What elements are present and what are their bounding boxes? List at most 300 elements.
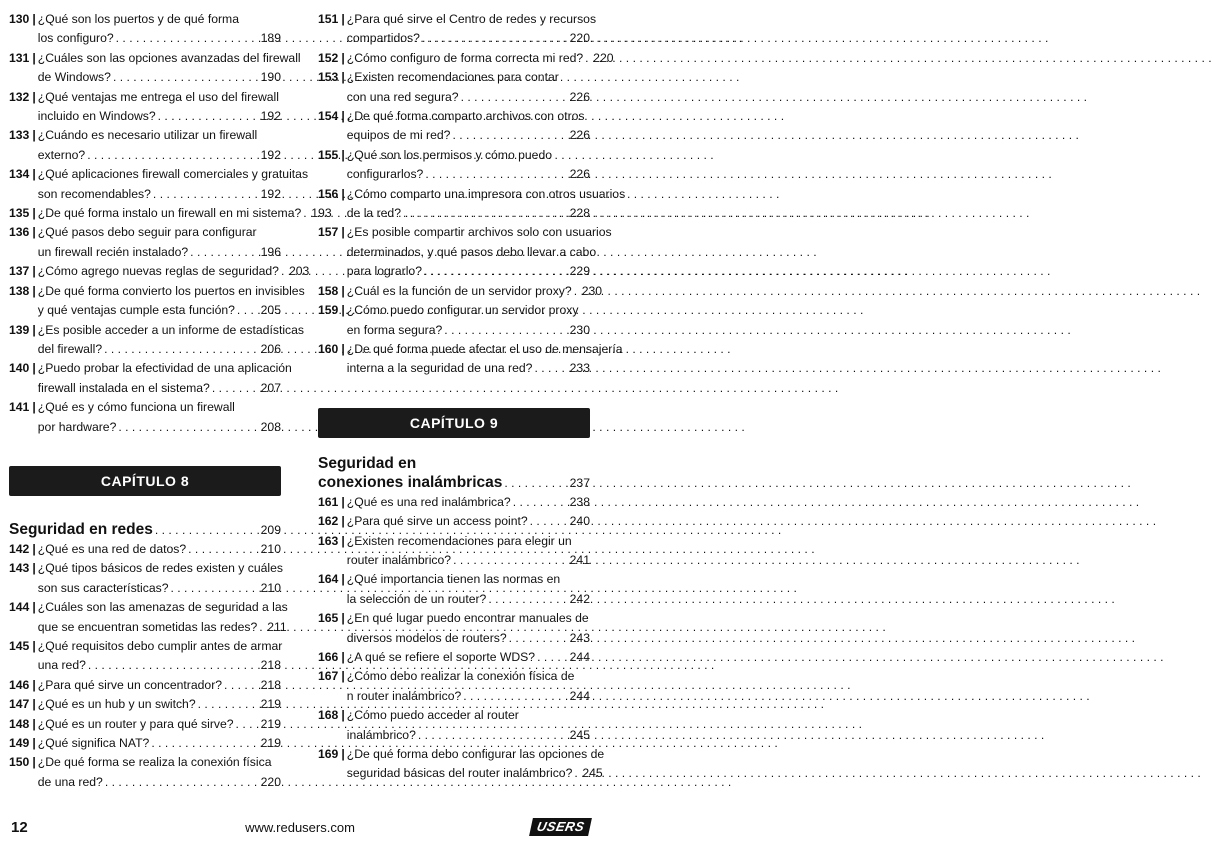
toc-entry	[9, 695, 281, 714]
entry-page-number: 208	[260, 419, 281, 434]
entry-number-value: 160	[318, 341, 339, 356]
entry-text-line: ¿Qué son los permisos y cómo puedo	[346, 147, 553, 162]
entry-number-value: 138	[9, 283, 30, 298]
leader-dots	[118, 418, 258, 437]
entry-page-number: 193	[311, 206, 332, 221]
entry-page-number: 238	[569, 494, 590, 509]
entry-text-line: ¿Cuáles son las amenazas de seguridad a las	[37, 600, 288, 615]
entry-body	[38, 734, 281, 753]
entry-separator: |	[341, 12, 345, 26]
entry-page-number: 206	[260, 341, 281, 356]
entry-number	[318, 648, 347, 667]
entry-number-value: 164	[318, 572, 339, 587]
entry-body	[38, 715, 281, 734]
entry-text-line: firewall instalada en el sistema?	[37, 380, 210, 395]
entry-last-line	[347, 126, 590, 145]
entry-page-number: 226	[569, 128, 590, 143]
toc-entry	[318, 745, 605, 784]
entry-last-line	[38, 185, 281, 204]
leader-dots	[259, 618, 265, 637]
entry-text-line: interna a la seguridad de una red?	[346, 361, 533, 376]
entry-number-value: 165	[318, 611, 339, 626]
entry-number	[9, 223, 38, 242]
entry-separator: |	[32, 600, 36, 615]
entry-page-number: 241	[569, 552, 590, 567]
entry-body	[38, 540, 281, 559]
leader-dots	[116, 29, 259, 48]
toc-entry	[318, 512, 590, 531]
entry-separator: |	[341, 186, 345, 201]
entry-text-line: ¿Qué importancia tienen las normas en	[346, 572, 561, 587]
entry-number-value: 136	[9, 225, 30, 240]
entry-body	[346, 10, 597, 49]
entry-last-line	[38, 301, 281, 320]
entry-body	[346, 340, 623, 379]
entry-page-number: 230	[581, 283, 603, 298]
toc-entry	[9, 165, 309, 204]
entry-number-value: 130	[9, 12, 30, 26]
leader-dots	[425, 165, 567, 184]
entry-text-line: ¿Qué aplicaciones firewall comerciales y gratuitas	[37, 167, 309, 182]
leader-dots	[158, 107, 259, 126]
entry-text-line: Seguridad en	[318, 454, 417, 472]
entry-page-number: 229	[569, 264, 590, 279]
page-footer	[0, 818, 600, 840]
entry-body	[346, 185, 626, 224]
entry-number-value: 145	[9, 638, 30, 653]
page-number: 12	[11, 819, 28, 836]
entry-number	[9, 165, 38, 184]
entry-page-number: 218	[260, 677, 281, 692]
entry-number	[9, 676, 38, 695]
entry-last-line	[347, 687, 590, 706]
entry-number-value: 155	[318, 147, 339, 162]
entry-separator: |	[341, 147, 345, 162]
toc-entry	[9, 734, 281, 753]
entry-last-line	[9, 520, 281, 540]
entry-separator: |	[341, 669, 345, 684]
entry-separator: |	[341, 708, 345, 723]
entry-body	[38, 559, 281, 598]
leader-dots	[452, 126, 567, 145]
entry-separator: |	[32, 206, 36, 221]
entry-number	[318, 68, 347, 87]
leader-dots	[113, 68, 259, 87]
entry-page-number: 230	[569, 322, 590, 337]
entry-body	[347, 512, 590, 531]
toc-entry	[9, 676, 281, 695]
entry-body	[346, 282, 603, 301]
entry-page-number: 192	[260, 147, 281, 162]
entry-page-number: 228	[569, 206, 590, 221]
entry-body	[38, 126, 281, 165]
entry-last-line	[38, 734, 281, 753]
entry-text-line: ¿Cómo configuro de forma correcta mi red?	[346, 50, 584, 65]
toc-entry	[318, 68, 590, 107]
entry-text-line: ¿Es posible compartir archivos solo con usuarios	[346, 225, 612, 240]
entry-body	[347, 532, 590, 571]
entry-number-value: 144	[9, 600, 30, 615]
entry-body	[37, 598, 288, 637]
entry-text-line: ¿De qué forma convierto los puertos en invisibles	[37, 283, 305, 298]
entry-text-line: ¿Es posible acceder a un informe de estadísticas	[37, 322, 304, 337]
entry-body	[347, 706, 590, 745]
entry-last-line	[38, 146, 281, 165]
entry-number	[318, 223, 347, 242]
entry-text-line: incluido en Windows?	[37, 109, 156, 124]
entry-last-line	[38, 715, 281, 734]
entry-text-line: conexiones inalámbricas	[318, 473, 503, 491]
entry-text-line: un firewall recién instalado?	[37, 244, 189, 259]
entry-number	[318, 667, 347, 686]
entry-number-value: 168	[318, 708, 339, 723]
entry-separator: |	[341, 514, 345, 529]
entry-page-number: 233	[569, 361, 590, 376]
entry-last-line	[347, 262, 590, 281]
toc-entry	[318, 107, 590, 146]
entry-number	[9, 282, 38, 301]
entry-separator: |	[32, 225, 36, 240]
entry-body	[347, 609, 590, 648]
entry-body	[37, 321, 304, 360]
toc-entry	[318, 609, 590, 648]
entry-separator: |	[341, 109, 345, 124]
entry-text-line: ¿Cuándo es necesario utilizar un firewall	[37, 128, 258, 143]
entry-number-value: 137	[9, 264, 30, 279]
entry-number-value: 151	[318, 12, 339, 26]
toc-entry	[9, 753, 281, 792]
entry-text-line: ¿Qué tipos básicos de redes existen y cuáles	[37, 561, 283, 576]
entry-body	[37, 49, 301, 88]
entry-body	[38, 223, 281, 262]
entry-separator: |	[32, 12, 36, 26]
leader-dots	[281, 262, 287, 281]
entry-text-line: ¿Qué significa NAT?	[37, 736, 150, 750]
entry-last-line	[347, 512, 590, 531]
entry-number	[318, 512, 347, 531]
toc-entry	[9, 398, 281, 437]
entry-separator: |	[341, 649, 345, 664]
entry-separator: |	[341, 494, 345, 509]
entry-last-line	[38, 773, 281, 792]
entry-page-number: 242	[569, 591, 590, 606]
entry-number	[9, 540, 38, 559]
entry-number-value: 147	[9, 697, 30, 712]
leader-dots	[153, 185, 259, 204]
entry-separator: |	[341, 533, 345, 548]
entry-text-line: ¿Qué es una red inalámbrica?	[346, 494, 511, 509]
entry-separator: |	[341, 50, 345, 65]
entry-separator: |	[32, 89, 36, 104]
toc-entry	[318, 10, 597, 49]
entry-body	[38, 88, 281, 127]
entry-separator: |	[341, 303, 345, 318]
entry-text-line: ¿Qué es y cómo funciona un firewall	[37, 400, 235, 415]
toc-entry	[318, 706, 590, 745]
entry-separator: |	[32, 561, 36, 576]
entry-last-line	[347, 493, 590, 512]
entry-number-value: 143	[9, 561, 30, 576]
entry-separator: |	[341, 341, 345, 356]
entry-separator: |	[32, 283, 36, 298]
entry-body	[38, 676, 281, 695]
entry-text-line: ¿Qué es un hub y un switch?	[37, 697, 196, 712]
leader-dots	[574, 282, 580, 301]
entry-number-value: 141	[9, 400, 30, 415]
leader-dots	[212, 379, 259, 398]
entry-number	[9, 49, 38, 68]
entry-body	[37, 282, 305, 321]
entry-body	[37, 262, 310, 281]
entry-separator: |	[32, 697, 36, 712]
entry-text-line: ¿Para qué sirve un access point?	[346, 514, 528, 529]
leader-dots	[171, 579, 259, 598]
leader-dots	[424, 262, 568, 281]
entry-separator: |	[32, 264, 36, 279]
entry-number	[318, 301, 347, 320]
entry-text-line: Seguridad en redes	[9, 520, 153, 538]
entry-last-line	[346, 49, 614, 68]
toc-entry	[9, 10, 281, 49]
entry-last-line	[38, 68, 281, 87]
entry-number-value: 157	[318, 225, 339, 240]
entry-text-line: la selección de un router?	[346, 591, 487, 606]
leader-dots	[504, 474, 567, 493]
toc-entry	[318, 493, 590, 512]
toc-entry	[318, 532, 590, 571]
entry-body	[347, 107, 590, 146]
toc-entry	[9, 637, 281, 676]
leader-dots	[155, 521, 259, 540]
toc-entry	[318, 49, 614, 68]
entry-number	[318, 706, 347, 725]
entry-separator: |	[32, 128, 36, 143]
entry-text-line: ¿En qué lugar puedo encontrar manuales de	[346, 611, 589, 626]
entry-last-line	[38, 418, 281, 437]
entry-page-number: 210	[260, 580, 281, 595]
entry-last-line	[38, 676, 281, 695]
entry-text-line: ¿Cómo agrego nuevas reglas de seguridad?	[37, 264, 279, 279]
entry-text-line: ¿De qué forma debo configurar las opciones de	[346, 747, 605, 761]
entry-text-line: de Windows?	[37, 70, 111, 85]
entry-last-line	[347, 551, 590, 570]
entry-last-line	[38, 243, 281, 262]
entry-text-line: seguridad básicas del router inalámbrico?	[346, 766, 573, 781]
entry-text-line: ¿Cómo comparto una impresora con otros usuarios	[346, 186, 626, 201]
entry-text-line: una red?	[37, 658, 86, 673]
entry-page-number: 218	[260, 658, 281, 673]
entry-number-value: 139	[9, 322, 30, 337]
entry-number	[9, 262, 38, 281]
entry-body	[347, 301, 590, 340]
entry-text-line: compartidos?	[346, 31, 420, 46]
chapter-9-label: CAPÍTULO 9	[409, 414, 499, 431]
left-entries-bottom	[9, 540, 288, 792]
entry-separator: |	[32, 361, 36, 376]
entry-body	[38, 637, 281, 676]
entry-last-line	[347, 204, 590, 223]
chapter-9-bar	[318, 408, 590, 438]
entry-separator: |	[32, 400, 36, 415]
entry-number-value: 149	[9, 736, 30, 750]
entry-separator: |	[32, 716, 36, 731]
entry-text-line: ¿Qué es una red de datos?	[37, 541, 187, 556]
entry-page-number: 203	[288, 264, 310, 279]
entry-last-line	[347, 88, 590, 107]
entry-page-number: 219	[260, 716, 281, 731]
entry-text-line: externo?	[37, 147, 86, 162]
entry-last-line	[38, 540, 281, 559]
leader-dots	[509, 629, 568, 648]
entry-text-line: ¿Para qué sirve un concentrador?	[37, 677, 223, 692]
leader-dots	[463, 687, 567, 706]
entry-number-value: 166	[318, 649, 339, 664]
entry-number	[9, 359, 38, 378]
entry-text-line: y qué ventajas cumple esta función?	[37, 303, 235, 318]
entry-number	[318, 532, 347, 551]
leader-dots	[190, 243, 258, 262]
entry-text-line: ¿Qué requisitos debo cumplir antes de armar	[37, 638, 283, 653]
entry-text-line: ¿Para qué sirve el Centro de redes y recursos	[346, 12, 597, 26]
entry-body	[347, 648, 590, 667]
entry-separator: |	[32, 736, 36, 750]
entry-number	[9, 204, 38, 223]
entry-text-line: son sus características?	[37, 580, 169, 595]
entry-number-value: 133	[9, 128, 30, 143]
entry-number	[318, 493, 347, 512]
entry-body	[37, 165, 309, 204]
toc-entry	[318, 570, 590, 609]
entry-last-line	[346, 282, 603, 301]
entry-page-number: 244	[569, 688, 590, 703]
entry-page-number: 211	[267, 619, 287, 634]
entry-body	[347, 493, 590, 512]
entry-body	[38, 695, 281, 714]
toc-entry	[9, 598, 288, 637]
leader-dots	[188, 540, 259, 559]
entry-text-line: ¿De qué forma puede afectar el uso de mensajería	[346, 341, 623, 356]
entry-text-line: de la red?	[346, 206, 401, 221]
section-heading-inalambricas	[318, 454, 590, 493]
entry-text-line: ¿Cómo puedo configurar un servidor proxy	[346, 303, 579, 318]
entry-body	[37, 204, 332, 223]
entry-last-line	[347, 321, 590, 340]
leader-dots	[104, 340, 259, 359]
entry-separator: |	[341, 572, 345, 587]
entry-number-value: 159	[318, 303, 339, 318]
entry-page-number: 192	[260, 186, 281, 201]
entry-last-line	[347, 648, 590, 667]
entry-number-value: 156	[318, 186, 339, 201]
entry-text-line: diversos modelos de routers?	[346, 630, 507, 645]
entry-number	[318, 49, 347, 68]
leader-dots	[461, 88, 568, 107]
toc-entry	[318, 648, 590, 667]
leader-dots	[453, 551, 568, 570]
entry-number	[318, 340, 347, 359]
entry-text-line: determinados, y qué pasos debo llevar a cabo	[346, 244, 597, 259]
entry-text-line: ¿Existen recomendaciones para contar	[346, 70, 559, 85]
right-entries-top	[318, 10, 626, 379]
entry-last-line	[38, 695, 281, 714]
entry-last-line	[38, 29, 281, 48]
toc-entry	[318, 667, 590, 706]
entry-page-number: 240	[569, 514, 590, 529]
entry-number	[9, 10, 38, 29]
entry-last-line	[37, 618, 287, 637]
right-entries-bottom	[318, 493, 605, 784]
entry-text-line: que se encuentran sometidas las redes?	[37, 619, 258, 634]
entry-text-line: ¿Qué son los puertos y de qué forma	[37, 12, 239, 26]
entry-separator: |	[32, 50, 36, 65]
entry-number-value: 152	[318, 50, 339, 65]
leader-dots	[585, 49, 591, 68]
entry-body	[346, 49, 614, 68]
entry-separator: |	[341, 225, 345, 240]
entry-text-line: ¿Cuál es la función de un servidor proxy?	[346, 283, 572, 298]
entry-body	[346, 223, 612, 281]
entry-number-value: 169	[318, 747, 339, 761]
toc-entry	[318, 340, 623, 379]
entry-number	[9, 321, 38, 340]
entry-text-line: ¿Qué es un router y para qué sirve?	[37, 716, 234, 731]
entry-text-line: en forma segura?	[346, 322, 443, 337]
entry-text-line: configurarlos?	[346, 167, 424, 182]
leader-dots	[237, 301, 259, 320]
entry-page-number: 244	[569, 649, 590, 664]
entry-page-number: 220	[260, 774, 281, 789]
entry-number-value: 140	[9, 361, 30, 376]
entry-text-line: ¿Cómo puedo acceder al router	[346, 708, 519, 723]
entry-separator: |	[341, 70, 345, 85]
leader-dots	[224, 676, 259, 695]
entry-number	[318, 570, 347, 589]
toc-entry	[318, 223, 612, 281]
leader-dots	[198, 695, 259, 714]
toc-entry	[9, 282, 305, 321]
entry-text-line: ¿Cuáles son las opciones avanzadas del firewall	[37, 50, 301, 65]
entry-page-number: 220	[593, 50, 614, 65]
entry-text-line: del firewall?	[37, 341, 103, 356]
leader-dots	[236, 715, 259, 734]
entry-page-number: 205	[260, 303, 281, 318]
entry-number	[318, 107, 347, 126]
entry-text-line: con una red segura?	[346, 89, 459, 104]
entry-separator: |	[32, 638, 36, 653]
entry-last-line	[346, 764, 603, 783]
leader-dots	[574, 764, 580, 783]
leader-dots	[418, 726, 568, 745]
entry-last-line	[38, 340, 281, 359]
entry-text-line: inalámbrico?	[346, 727, 416, 742]
entry-text-line: por hardware?	[37, 419, 117, 434]
right-column	[318, 10, 626, 784]
leader-dots	[537, 648, 568, 667]
entry-number-value: 134	[9, 167, 30, 182]
entry-page-number: 219	[260, 736, 281, 750]
entry-number	[318, 185, 347, 204]
entry-number	[9, 126, 38, 145]
leader-dots	[422, 29, 568, 48]
entry-separator: |	[32, 541, 36, 556]
toc-entry	[9, 559, 281, 598]
entry-last-line	[37, 204, 332, 223]
entry-text-line: ¿Puedo probar la efectividad de una aplicación	[37, 361, 292, 376]
entry-number	[9, 695, 38, 714]
entry-number	[9, 637, 38, 656]
entry-number	[318, 745, 347, 764]
chapter-8-label: CAPÍTULO 8	[100, 472, 190, 489]
